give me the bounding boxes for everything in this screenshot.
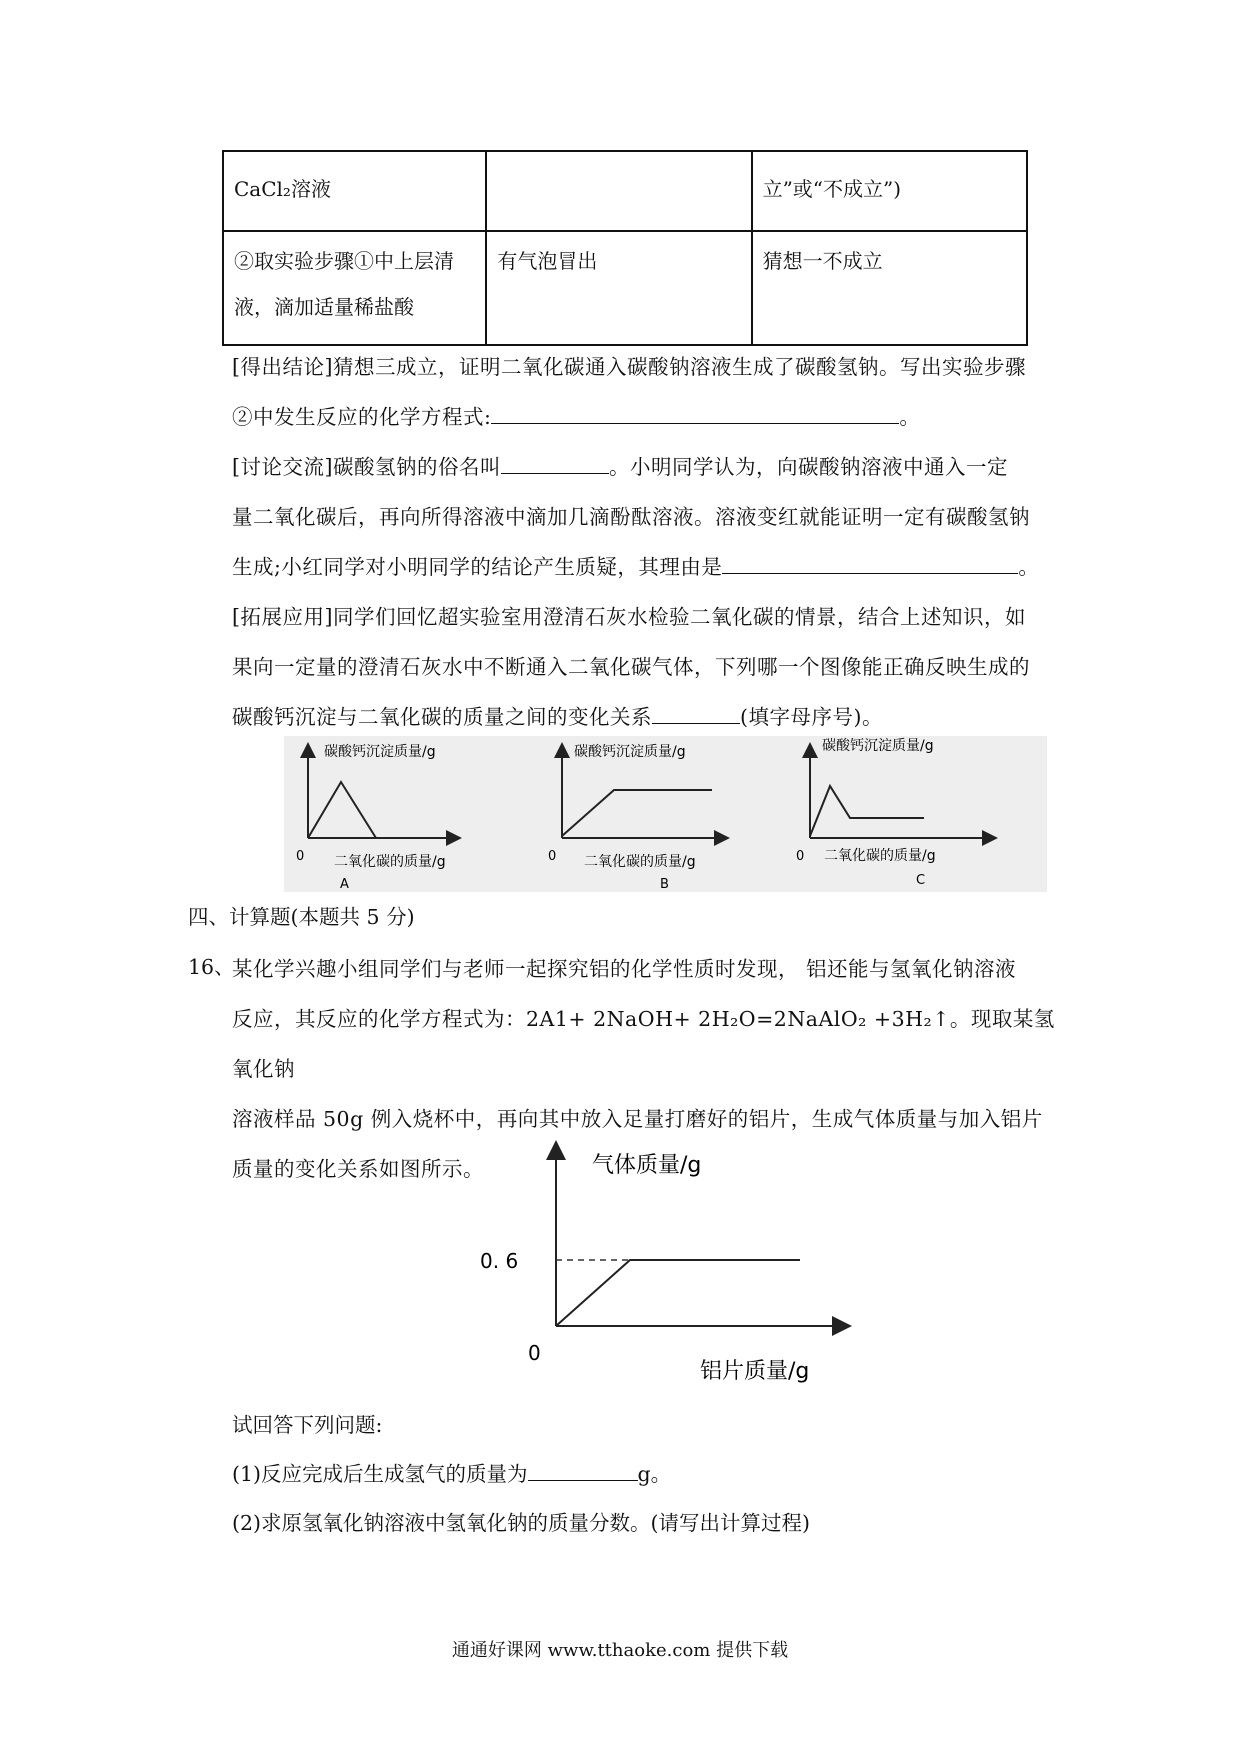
answer-blank[interactable] [501,449,609,474]
extension-text: 碳酸钙沉淀与二氧化碳的质量之间的变化关系 [232,705,652,729]
y-axis-label: 碳酸钙沉淀质量/g [822,738,934,754]
curve-c [810,786,924,836]
option-letter: B [660,877,669,892]
extension-line: [拓展应用]同学们回忆超实验室用澄清石灰水检验二氧化碳的情景，结合上述知识，如 [232,605,1026,629]
option-graphs-svg [284,736,1047,892]
table-row [223,151,1027,231]
option-letter: C [916,873,926,888]
table-cell-step: ②取实验步骤①中上层清液，滴加适量稀盐酸 [223,231,486,345]
curve-a [308,782,376,838]
x-axis-label: 二氧化碳的质量/g [584,854,696,870]
origin-label: 0 [296,849,305,864]
section-heading: 四、计算题(本题共 5 分) [188,905,415,929]
gas-mass-curve [556,1260,800,1326]
y-axis-label: 碳酸钙沉淀质量/g [574,744,686,760]
option-graph-b [548,744,722,892]
extension-paragraph [232,592,1062,742]
sub-question-text: (1)反应完成后生成氢气的质量为 [232,1462,528,1486]
y-tick-label: 0. 6 [480,1249,519,1273]
origin-label: 0 [548,849,557,864]
y-axis-label: 碳酸钙沉淀质量/g [324,744,436,760]
table-cell-step: CaCl₂溶液 [223,151,486,231]
discussion-text: 。小明同学认为，向碳酸钠溶液中通入一定 [609,455,1008,479]
page-footer: 通通好课网 www.tthaoke.com 提供下载 [451,1640,789,1661]
option-graph-c [796,738,990,888]
question-line: 某化学兴趣小组同学们与老师一起探究铝的化学性质时发现， 铝还能与氢氧化钠溶液 [232,957,1017,981]
conclusion-text: ②中发生反应的化学方程式: [232,405,492,429]
answer-blank[interactable] [528,1456,638,1481]
option-graph-a [296,744,454,892]
table-cell-phenomenon [486,151,751,231]
answer-blank[interactable] [652,699,740,724]
question-line: 反应，其反应的化学方程式为：2A1+ 2NaOH+ 2H₂O=2NaAlO₂ +3H₂↑。现取某氢氧化钠 [232,1007,1055,1081]
discussion-text: [讨论交流]碳酸氢钠的俗名叫 [232,455,501,479]
conclusion-text: 。 [899,405,921,429]
x-axis-label: 铝片质量/g [700,1359,810,1384]
y-axis-label: 气体质量/g [592,1153,702,1178]
answer-blank[interactable] [722,549,1018,574]
question-line: 溶液样品 50g 例入烧杯中，再向其中放入足量打磨好的铝片，生成气体质量与加入铝片 [232,1107,1043,1131]
conclusion-paragraph [232,342,1062,442]
gas-mass-chart [470,1138,890,1394]
experiment-table [222,150,1028,346]
sub-question-1 [232,1456,671,1487]
extension-line: 果向一定量的澄清石灰水中不断通入二氧化碳气体，下列哪一个图像能正确反映生成的 [232,655,1030,679]
discussion-line [232,442,1062,492]
x-axis-label: 二氧化碳的质量/g [824,848,936,864]
origin-label: 0 [796,849,805,864]
question-line: 质量的变化关系如图所示。 [232,1157,484,1181]
option-letter: A [340,877,349,892]
extension-line [232,692,1062,742]
table-cell-phenomenon: 有气泡冒出 [486,231,751,345]
answer-blank[interactable] [491,399,899,424]
discussion-line [232,542,1062,592]
conclusion-line: [得出结论]猜想三成立，证明二氧化碳通入碳酸钠溶液生成了碳酸氢钠。写出实验步骤 [232,355,1026,379]
discussion-line: 量二氧化碳后，再向所得溶液中滴加几滴酚酞溶液。溶液变红就能证明一定有碳酸氢钠 [232,505,1030,529]
discussion-text: 生成;小红同学对小明同学的结论产生质疑，其理由是 [232,555,723,579]
discussion-text: 。 [1018,555,1040,579]
option-graphs [284,736,1047,892]
x-axis-label: 二氧化碳的质量/g [334,854,446,870]
table-cell-conclusion: 立”或“不成立”) [752,151,1027,231]
question-number: 16、 [188,955,235,979]
origin-label: 0 [528,1341,541,1365]
discussion-paragraph [232,442,1062,592]
curve-b [562,790,712,836]
table-cell-conclusion: 猜想一不成立 [752,231,1027,345]
sub-question-2: (2)求原氢氧化钠溶液中氢氧化钠的质量分数。(请写出计算过程) [232,1511,811,1535]
conclusion-line [232,392,1062,442]
table-row [223,231,1027,345]
answer-intro: 试回答下列问题: [232,1413,383,1437]
sub-question-text: g。 [637,1462,672,1486]
extension-text: (填字母序号)。 [740,705,883,729]
